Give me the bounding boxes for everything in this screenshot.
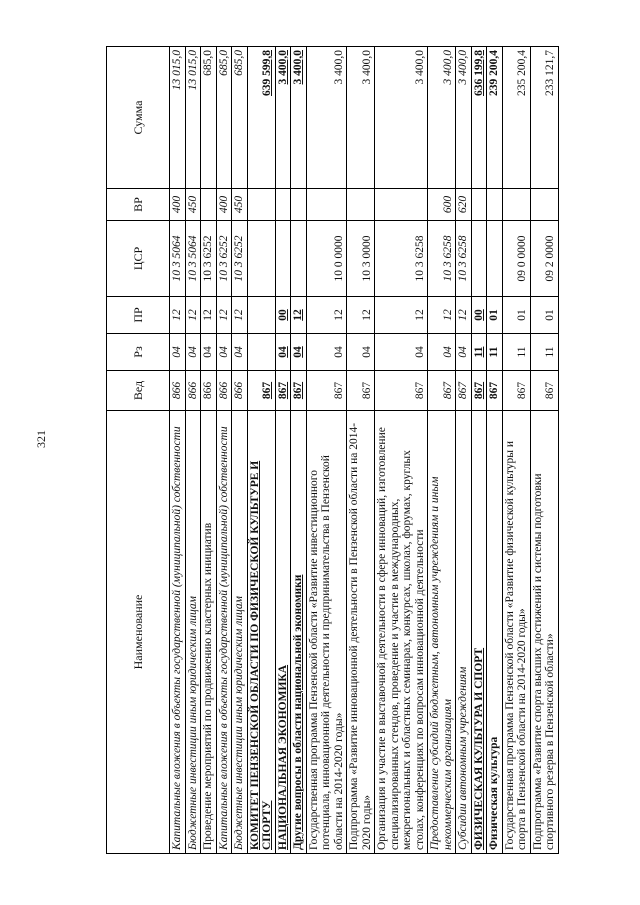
table-row xyxy=(347,47,375,854)
cell-name: КОМИТЕТ ПЕНЗЕНСКОЙ ОБЛАСТИ ПО ФИЗИЧЕСКОЙ КУЛЬТУРЕ И СПОРТУ xyxy=(247,411,275,854)
cell-name: Предоставление субсидий бюджетным, автономным учреждениям и иным некоммерческим организациям xyxy=(428,411,456,854)
cell-ved: 867 xyxy=(291,371,307,411)
cell-ved: 867 xyxy=(487,371,503,411)
cell-ved: 867 xyxy=(306,371,347,411)
cell-rz: 11 xyxy=(487,334,503,371)
cell-pr: 00 xyxy=(275,297,291,334)
cell-vr: 600 xyxy=(428,189,456,221)
cell-sum: 3 400,0 xyxy=(375,47,428,189)
cell-sum: 636 199,8 xyxy=(471,47,487,189)
cell-ved: 867 xyxy=(347,371,375,411)
table-row xyxy=(428,47,456,854)
cell-rz: 04 xyxy=(216,334,232,371)
table-row xyxy=(291,47,307,854)
cell-rz: 11 xyxy=(471,334,487,371)
budget-table xyxy=(106,46,559,854)
cell-vr: 450 xyxy=(232,189,248,221)
cell-pr: 12 xyxy=(375,297,428,334)
cell-sum: 3 400,0 xyxy=(347,47,375,189)
cell-pr: 01 xyxy=(502,297,530,334)
header-csr: ЦСР xyxy=(107,221,170,297)
cell-name: ФИЗИЧЕСКАЯ КУЛЬТУРА И СПОРТ xyxy=(471,411,487,854)
cell-rz: 04 xyxy=(201,334,217,371)
cell-vr: 400 xyxy=(170,189,186,221)
header-row xyxy=(107,47,170,854)
cell-ved: 867 xyxy=(375,371,428,411)
cell-sum: 235 200,4 xyxy=(502,47,530,189)
cell-pr: 12 xyxy=(306,297,347,334)
table-row xyxy=(232,47,248,854)
cell-ved: 867 xyxy=(275,371,291,411)
cell-rz: 04 xyxy=(185,334,201,371)
cell-pr: 12 xyxy=(201,297,217,334)
table-row xyxy=(502,47,530,854)
cell-ved: 867 xyxy=(530,371,558,411)
cell-sum: 13 015,0 xyxy=(170,47,186,189)
cell-ved: 866 xyxy=(185,371,201,411)
cell-sum: 3 400,0 xyxy=(291,47,307,189)
cell-rz: 04 xyxy=(347,334,375,371)
cell-csr: 10 0 0000 xyxy=(306,221,347,297)
cell-ved: 867 xyxy=(456,371,472,411)
cell-name: Субсидии автономным учреждениям xyxy=(456,411,472,854)
table-row xyxy=(275,47,291,854)
cell-rz: 11 xyxy=(530,334,558,371)
cell-vr xyxy=(275,189,291,221)
table-row xyxy=(216,47,232,854)
cell-vr xyxy=(530,189,558,221)
cell-sum: 685,0 xyxy=(201,47,217,189)
cell-name: НАЦИОНАЛЬНАЯ ЭКОНОМИКА xyxy=(275,411,291,854)
header-ved: Вед xyxy=(107,371,170,411)
cell-sum: 639 599,8 xyxy=(247,47,275,189)
cell-ved: 866 xyxy=(232,371,248,411)
cell-name: Организация и участие в выставочной деятельности в сфере инноваций, изготовление специализированных стендов, проведение и участие в международных, межрегиональных и областных семинарах, конкурсах, школах, форумах, круглых столах, конференциях по вопросам инновационной деятельности xyxy=(375,411,428,854)
table-row xyxy=(487,47,503,854)
cell-sum: 3 400,0 xyxy=(306,47,347,189)
header-rz: Рз xyxy=(107,334,170,371)
cell-vr xyxy=(502,189,530,221)
cell-name: Государственная программа Пензенской области «Развитие физической культуры и спорта в Пензенской области на 2014-2020 годы» xyxy=(502,411,530,854)
cell-ved: 867 xyxy=(247,371,275,411)
cell-csr xyxy=(275,221,291,297)
cell-sum: 13 015,0 xyxy=(185,47,201,189)
cell-pr: 12 xyxy=(428,297,456,334)
cell-csr: 09 2 0000 xyxy=(530,221,558,297)
cell-pr: 12 xyxy=(170,297,186,334)
cell-ved: 867 xyxy=(502,371,530,411)
cell-rz: 04 xyxy=(275,334,291,371)
cell-ved: 866 xyxy=(216,371,232,411)
table-row xyxy=(170,47,186,854)
table-row xyxy=(185,47,201,854)
cell-sum: 239 200,4 xyxy=(487,47,503,189)
cell-rz: 04 xyxy=(428,334,456,371)
cell-vr: 450 xyxy=(185,189,201,221)
cell-pr: 12 xyxy=(291,297,307,334)
cell-vr: 400 xyxy=(216,189,232,221)
cell-sum: 685,0 xyxy=(216,47,232,189)
table-body xyxy=(170,47,559,854)
cell-rz: 04 xyxy=(170,334,186,371)
cell-pr: 01 xyxy=(487,297,503,334)
header-pr: ПР xyxy=(107,297,170,334)
cell-csr: 09 0 0000 xyxy=(502,221,530,297)
cell-vr xyxy=(375,189,428,221)
cell-name: Бюджетные инвестиции иным юридическим лицам xyxy=(232,411,248,854)
table-row xyxy=(247,47,275,854)
page-number: 321 xyxy=(34,430,48,448)
cell-csr xyxy=(247,221,275,297)
cell-vr: 620 xyxy=(456,189,472,221)
cell-name: Проведение мероприятий по продвижению кластерных инициатив xyxy=(201,411,217,854)
cell-rz: 04 xyxy=(456,334,472,371)
cell-pr: 00 xyxy=(471,297,487,334)
cell-csr: 10 3 6252 xyxy=(201,221,217,297)
cell-vr xyxy=(247,189,275,221)
cell-name: Подпрограмма «Развитие инновационной деятельности в Пензенской области на 2014-2020 годы» xyxy=(347,411,375,854)
cell-pr: 01 xyxy=(530,297,558,334)
cell-name: Другие вопросы в области национальной экономики xyxy=(291,411,307,854)
cell-csr xyxy=(471,221,487,297)
table-row xyxy=(530,47,558,854)
cell-rz: 04 xyxy=(375,334,428,371)
cell-csr: 10 3 6258 xyxy=(428,221,456,297)
cell-vr xyxy=(306,189,347,221)
table-row xyxy=(471,47,487,854)
cell-rz xyxy=(247,334,275,371)
cell-csr: 10 3 6252 xyxy=(232,221,248,297)
cell-csr xyxy=(487,221,503,297)
cell-name: Физическая культура xyxy=(487,411,503,854)
cell-csr: 10 3 6258 xyxy=(375,221,428,297)
cell-rz: 04 xyxy=(232,334,248,371)
cell-vr xyxy=(347,189,375,221)
cell-name: Подпрограмма «Развитие спорта высших достижений и системы подготовки спортивного резерва в Пензенской области» xyxy=(530,411,558,854)
cell-sum: 3 400,0 xyxy=(275,47,291,189)
cell-sum: 3 400,0 xyxy=(428,47,456,189)
cell-ved: 866 xyxy=(170,371,186,411)
cell-vr xyxy=(291,189,307,221)
cell-rz: 04 xyxy=(291,334,307,371)
cell-ved: 867 xyxy=(428,371,456,411)
cell-name: Бюджетные инвестиции иным юридическим лицам xyxy=(185,411,201,854)
cell-pr: 12 xyxy=(232,297,248,334)
cell-csr xyxy=(291,221,307,297)
cell-name: Государственная программа Пензенской области «Развитие инвестиционного потенциала, инновационной деятельности и предпринимательства в Пензенской области на 2014-2020 годы» xyxy=(306,411,347,854)
cell-name: Капитальные вложения в объекты государственной (муниципальной) собственности xyxy=(216,411,232,854)
cell-pr: 12 xyxy=(216,297,232,334)
cell-sum: 685,0 xyxy=(232,47,248,189)
cell-pr: 12 xyxy=(456,297,472,334)
table-row xyxy=(456,47,472,854)
cell-rz: 04 xyxy=(306,334,347,371)
cell-ved: 866 xyxy=(201,371,217,411)
cell-vr xyxy=(487,189,503,221)
cell-csr: 10 3 6252 xyxy=(216,221,232,297)
header-vr: ВР xyxy=(107,189,170,221)
rotated-table-container xyxy=(106,47,556,854)
cell-sum: 233 121,7 xyxy=(530,47,558,189)
cell-vr xyxy=(471,189,487,221)
cell-rz: 11 xyxy=(502,334,530,371)
cell-csr: 10 3 5064 xyxy=(185,221,201,297)
table-row xyxy=(201,47,217,854)
table-row xyxy=(306,47,347,854)
cell-vr xyxy=(201,189,217,221)
cell-csr: 10 3 0000 xyxy=(347,221,375,297)
table-row xyxy=(375,47,428,854)
header-name: Наименование xyxy=(107,411,170,854)
cell-pr xyxy=(247,297,275,334)
cell-csr: 10 3 5064 xyxy=(170,221,186,297)
cell-name: Капитальные вложения в объекты государственной (муниципальной) собственности xyxy=(170,411,186,854)
cell-csr: 10 3 6258 xyxy=(456,221,472,297)
cell-pr: 12 xyxy=(347,297,375,334)
header-sum: Сумма xyxy=(107,47,170,189)
cell-pr: 12 xyxy=(185,297,201,334)
cell-ved: 867 xyxy=(471,371,487,411)
cell-sum: 3 400,0 xyxy=(456,47,472,189)
